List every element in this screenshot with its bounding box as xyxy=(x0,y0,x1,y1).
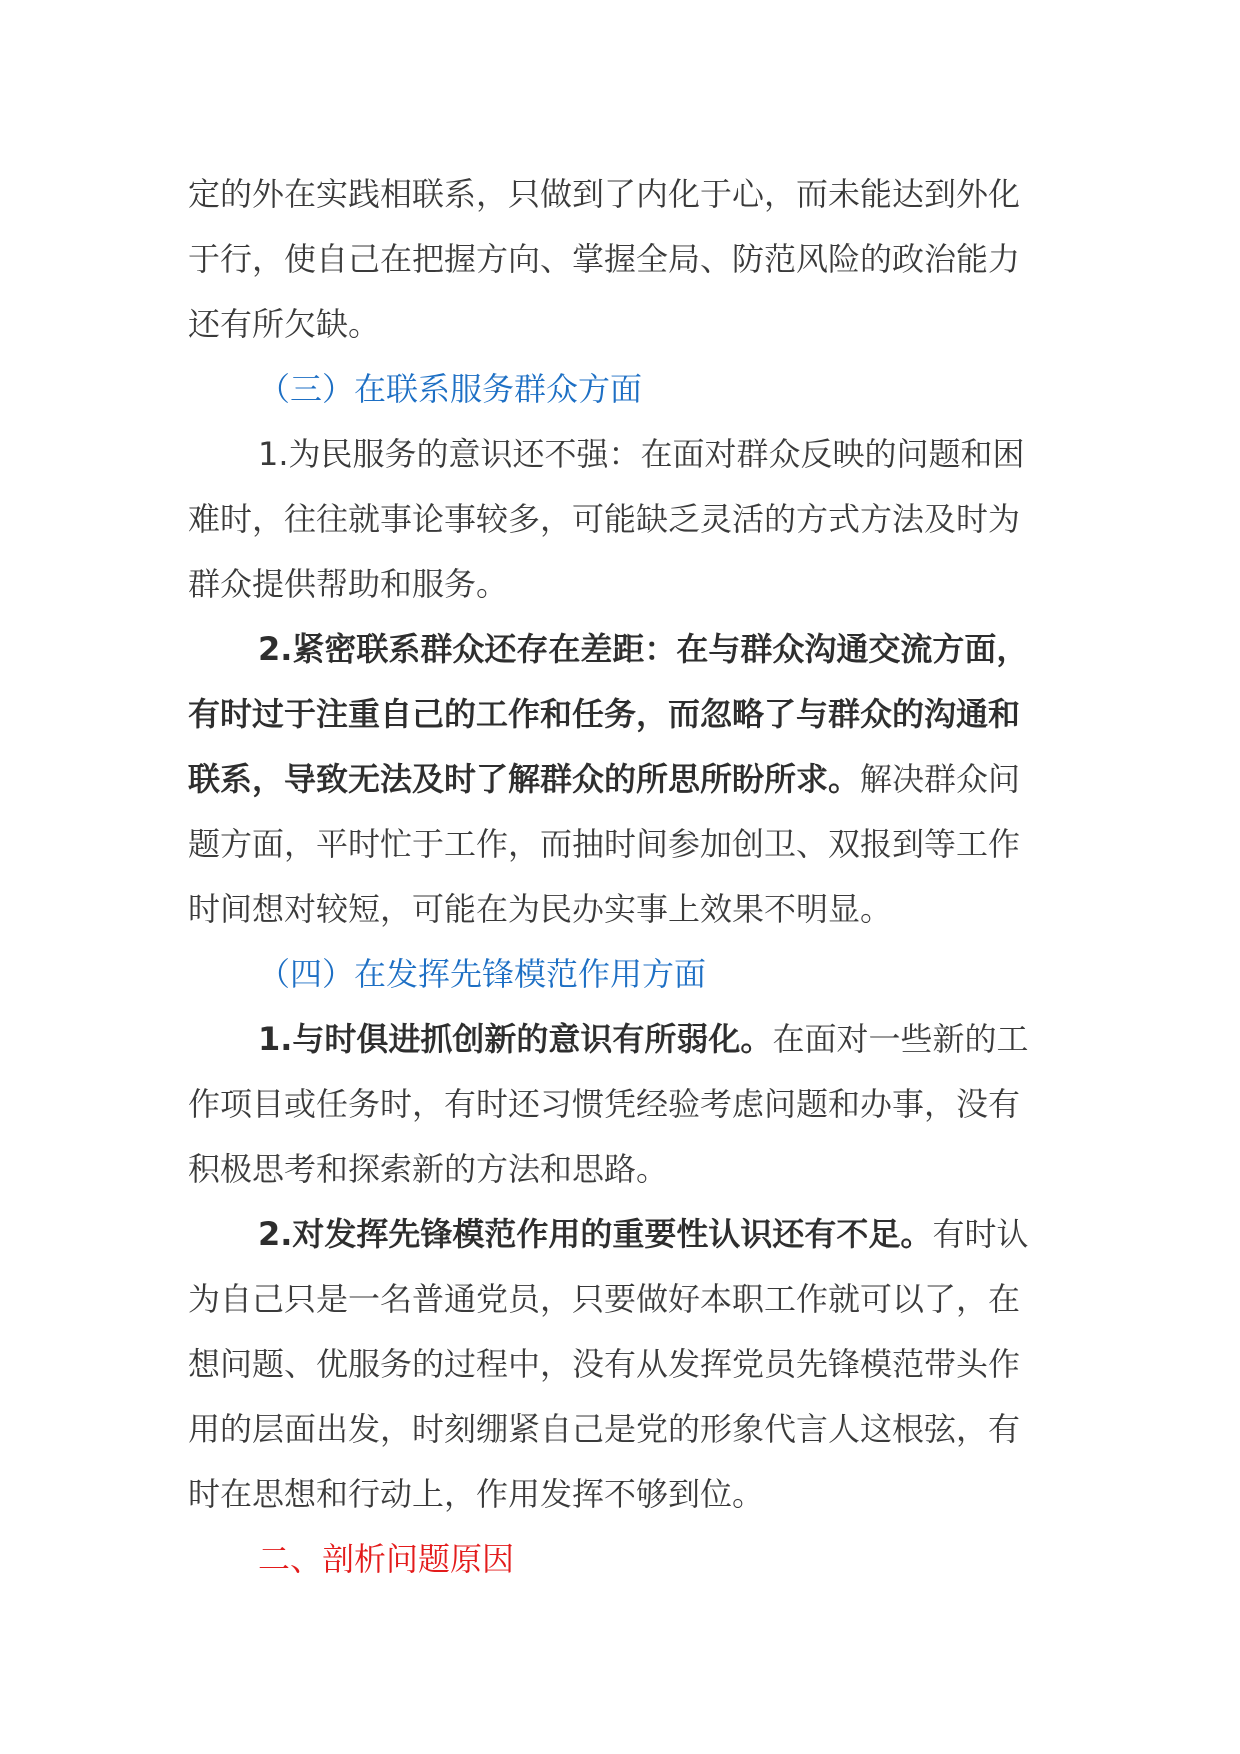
subheading-section-4: （四）在发挥先锋模范作用方面 xyxy=(258,955,707,993)
paragraph-3-2-bold-lead: 2.紧密联系群众还存在差距：在与群众沟通交流方面，有时过于注重自己的工作和任务，而忽略了与群众的沟通和联系，导致无法及时了解群众的所思所盼所求。 xyxy=(188,630,1029,798)
paragraph-3-2 xyxy=(188,617,1036,942)
paragraph-4-1-bold-lead: 1.与时俱进抓创新的意识有所弱化。 xyxy=(258,1020,773,1058)
paragraph-4-1 xyxy=(188,1007,1036,1202)
paragraph-4-2-body: 有时认为自己只是一名普通党员，只要做好本职工作就可以了，在想问题、优服务的过程中，没有从发挥党员先锋模范带头作用的层面出发，时刻绷紧自己是党的形象代言人这根弦，有时在思想和行动上，作用发挥不够到位。 xyxy=(188,1215,1029,1513)
heading-section-2: 二、剖析问题原因 xyxy=(258,1540,515,1578)
paragraph-3-1: 1.为民服务的意识还不强：在面对群众反映的问题和困难时，往往就事论事较多，可能缺乏灵活的方式方法及时为群众提供帮助和服务。 xyxy=(188,435,1025,603)
document-body xyxy=(188,162,1036,1592)
subheading-section-3: （三）在联系服务群众方面 xyxy=(258,370,643,408)
paragraph-4-1-body: 在面对一些新的工作项目或任务时，有时还习惯凭经验考虑问题和办事，没有积极思考和探索新的方法和思路。 xyxy=(188,1020,1029,1188)
paragraph-4-2-bold-lead: 2.对发挥先锋模范作用的重要性认识还有不足。 xyxy=(258,1215,933,1253)
paragraph-3-2-body: 解决群众问题方面，平时忙于工作，而抽时间参加创卫、双报到等工作时间想对较短，可能在为民办实事上效果不明显。 xyxy=(188,760,1021,928)
paragraph-continuation: 定的外在实践相联系，只做到了内化于心，而未能达到外化于行，使自己在把握方向、掌握全局、防范风险的政治能力还有所欠缺。 xyxy=(188,175,1021,343)
paragraph-4-2 xyxy=(188,1202,1036,1527)
